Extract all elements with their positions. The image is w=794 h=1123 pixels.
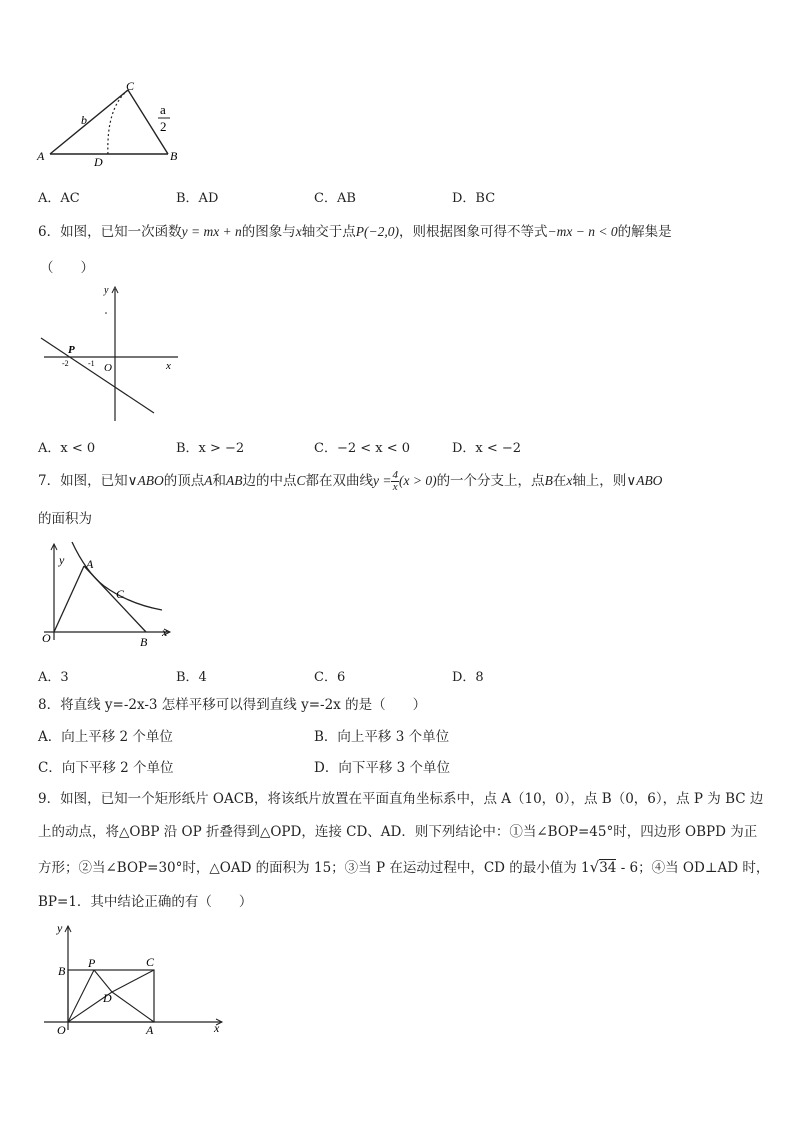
axis-label-y: y xyxy=(104,285,109,296)
math-line-eq: y = mx + n xyxy=(181,224,242,239)
q6-option-a[interactable]: A．x < 0 xyxy=(38,441,96,456)
q5-option-d[interactable]: D．BC xyxy=(452,191,496,206)
q7-hyperbola-figure xyxy=(34,536,184,652)
point-b-label: B xyxy=(140,635,148,649)
q7-option-b[interactable]: B．4 xyxy=(176,670,207,685)
q9-stem-line1: 9．如图，已知一个矩形纸片 OACB，将该纸片放置在平面直角坐标系中，点 A（10，0），点 B（0，6），点 P 为 BC 边 xyxy=(38,791,764,807)
dot-mark xyxy=(105,312,107,314)
fraction-4-over-x: $\frac{4}{x}$ xyxy=(392,469,398,493)
label-B: B xyxy=(170,149,178,163)
side-ac xyxy=(50,90,128,154)
axis-label-x: x xyxy=(166,360,171,372)
point-c-label: C xyxy=(116,587,125,601)
label-a-num: a xyxy=(160,102,166,117)
tick-minus-1: -1 xyxy=(88,359,95,368)
q5-option-a[interactable]: A．AC xyxy=(38,191,80,206)
segment-ab xyxy=(84,566,146,632)
q9-stem-line3: 方形；②当∠BOP=30°时，△OAD 的面积为 15；③当 P 在运动过程中，CD 的最小值为 1√34 - 6；④当 OD⊥AD 时， xyxy=(38,858,770,876)
point-p-label: P xyxy=(68,344,75,356)
point-c-label: C xyxy=(146,955,155,969)
q7-option-a[interactable]: A．3 xyxy=(38,670,69,685)
q6-option-d[interactable]: D．x < −2 xyxy=(452,441,522,456)
q6-option-c[interactable]: C．−2 < x < 0 xyxy=(314,441,411,456)
segment-ad xyxy=(112,992,154,1022)
origin-label: O xyxy=(104,362,112,374)
q7-option-d[interactable]: D．8 xyxy=(452,670,484,685)
segment-op xyxy=(68,970,94,1022)
q5-option-c[interactable]: C．AB xyxy=(314,191,356,206)
q7-stem-line2: 的面积为 xyxy=(38,511,92,527)
segment-oa xyxy=(54,566,84,632)
q7-stem: 7．如图，已知∨ABO的顶点A和AB边的中点C都在双曲线y = $\frac{4}{x}$ (x > 0)的一个分支上，点B在x轴上，则∨ABO xyxy=(38,469,663,493)
sqrt-symbol: √ xyxy=(589,858,600,876)
q9-stem-line4: BP=1．其中结论正确的有（ ） xyxy=(38,894,253,910)
origin-label: O xyxy=(42,631,51,645)
arc-cd xyxy=(108,90,128,156)
axis-label-x: x xyxy=(214,1021,220,1035)
q7-option-c[interactable]: C．6 xyxy=(314,670,346,685)
q6-option-b[interactable]: B．x > −2 xyxy=(176,441,245,456)
point-a-label: A xyxy=(146,1023,154,1037)
q8-option-a[interactable]: A．向上平移 2 个单位 xyxy=(38,729,173,745)
axis-label-y: y xyxy=(59,553,65,567)
q6-stem: 6．如图，已知一次函数y = mx + n的图象与x轴交于点P(−2,0)，则根据图象可得不等式−mx − n < 0的解集是 xyxy=(38,224,672,240)
math-point-p: P(−2,0) xyxy=(355,224,400,239)
label-a-den: 2 xyxy=(160,119,167,134)
q7-number: 7． xyxy=(38,473,61,489)
q6-graph-figure xyxy=(36,283,186,423)
point-p-label: P xyxy=(88,956,96,970)
q6-number: 6． xyxy=(38,224,61,240)
segment-pd xyxy=(94,970,112,992)
q8-stem: 8．将直线 y=-2x-3 怎样平移可以得到直线 y=-2x 的是（ ） xyxy=(38,697,427,713)
axis-label-y: y xyxy=(57,921,63,935)
q8-option-c[interactable]: C．向下平移 2 个单位 xyxy=(38,760,174,776)
tick-minus-2: -2 xyxy=(62,359,69,368)
q5-option-b[interactable]: B．AD xyxy=(176,191,219,206)
q8-option-b[interactable]: B．向上平移 3 个单位 xyxy=(314,729,450,745)
segment-cd xyxy=(112,970,154,992)
math-inequality: −mx − n < 0 xyxy=(547,224,618,239)
label-A: A xyxy=(37,149,45,163)
label-D: D xyxy=(94,155,103,169)
point-b-label: B xyxy=(58,964,66,978)
q5-triangle-figure xyxy=(30,78,190,170)
label-b: b xyxy=(81,113,87,127)
q9-rectangle-figure xyxy=(36,920,226,1038)
point-a-label: A xyxy=(86,557,94,571)
q6-answer-paren: （ ） xyxy=(40,260,94,276)
line-mx-n xyxy=(41,338,154,413)
axis-label-x: x xyxy=(162,625,168,639)
q9-stem-line2: 上的动点，将△OBP 沿 OP 折叠得到△OPD，连接 CD、AD．则下列结论中：①当∠BOP=45°时，四边形 OBPD 为正 xyxy=(38,824,758,840)
q8-option-d[interactable]: D．向下平移 3 个单位 xyxy=(314,760,450,776)
sqrt-radicand: 34 xyxy=(599,860,617,876)
label-C: C xyxy=(126,79,135,93)
point-d-label: D xyxy=(103,991,112,1005)
origin-label: O xyxy=(57,1023,66,1037)
